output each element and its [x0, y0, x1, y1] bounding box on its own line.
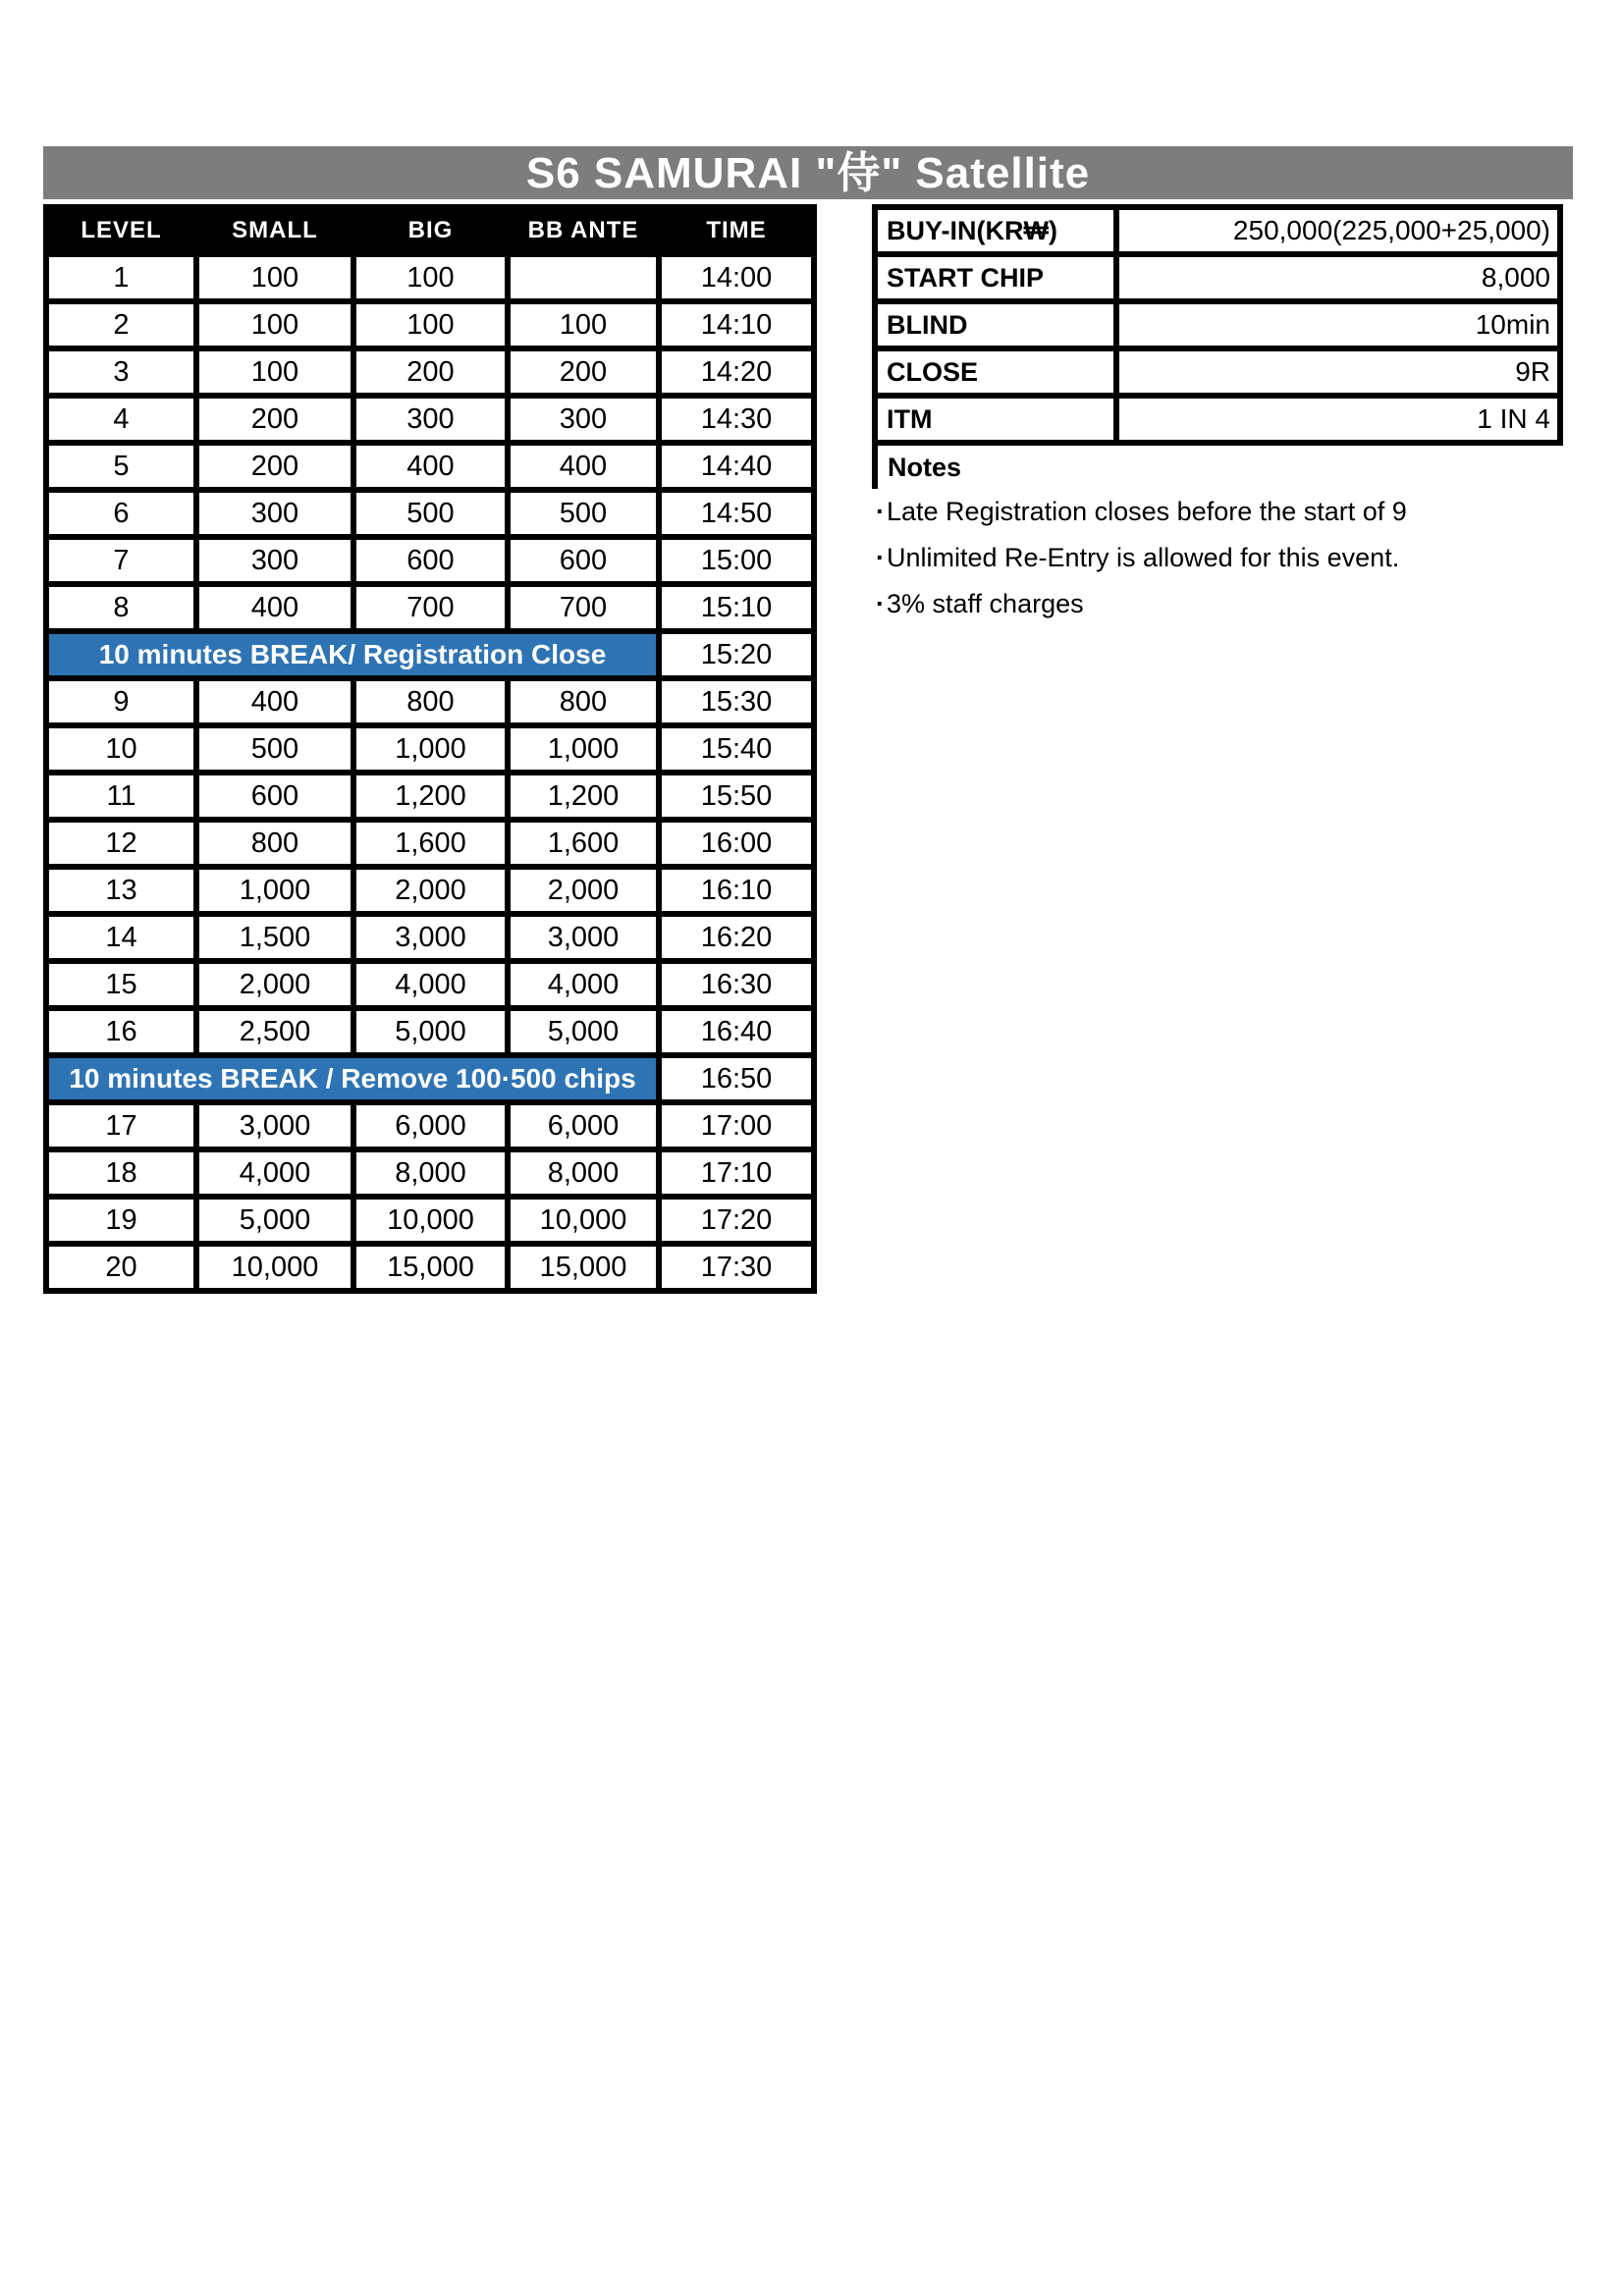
info-row [875, 254, 1560, 301]
bb-ante-cell: 600 [508, 537, 659, 584]
small-cell: 400 [196, 584, 353, 631]
info-panel [872, 204, 1563, 446]
small-cell: 2,000 [196, 961, 353, 1008]
note-text: Unlimited Re-Entry is allowed for this event. [887, 543, 1400, 572]
bb-ante-cell: 6,000 [508, 1102, 659, 1149]
table-row [46, 867, 814, 914]
small-cell: 200 [196, 443, 353, 490]
notes-section [872, 446, 1559, 627]
level-cell: 6 [46, 490, 196, 537]
time-cell: 17:00 [659, 1102, 814, 1149]
big-cell: 5,000 [353, 1008, 508, 1055]
big-cell: 1,200 [353, 773, 508, 820]
small-cell: 10,000 [196, 1244, 353, 1291]
bullet-icon: · [876, 543, 885, 572]
big-cell: 6,000 [353, 1102, 508, 1149]
bb-ante-cell [508, 254, 659, 301]
info-value-cell: 10min [1116, 301, 1560, 348]
table-row [46, 914, 814, 961]
time-cell: 16:40 [659, 1008, 814, 1055]
break-banner-cell: 10 minutes BREAK/ Registration Close [46, 631, 659, 678]
page-title: S6 SAMURAI "侍" Satellite [43, 146, 1573, 199]
bullet-icon: · [876, 497, 885, 526]
level-cell: 13 [46, 867, 196, 914]
time-cell: 16:20 [659, 914, 814, 961]
bb-ante-cell: 400 [508, 443, 659, 490]
time-cell: 17:10 [659, 1149, 814, 1197]
time-cell: 15:40 [659, 725, 814, 773]
table-row [46, 773, 814, 820]
time-cell: 14:50 [659, 490, 814, 537]
time-cell: 15:00 [659, 537, 814, 584]
column-header-time: TIME [659, 207, 814, 254]
small-cell: 300 [196, 490, 353, 537]
bb-ante-cell: 200 [508, 348, 659, 396]
big-cell: 1,000 [353, 725, 508, 773]
big-cell: 2,000 [353, 867, 508, 914]
bb-ante-cell: 10,000 [508, 1197, 659, 1244]
small-cell: 5,000 [196, 1197, 353, 1244]
small-cell: 100 [196, 301, 353, 348]
notes-list [872, 489, 1559, 627]
bb-ante-cell: 4,000 [508, 961, 659, 1008]
table-row [46, 1008, 814, 1055]
blind-header-row [46, 207, 814, 254]
level-cell: 2 [46, 301, 196, 348]
level-cell: 17 [46, 1102, 196, 1149]
break-row [46, 1055, 814, 1102]
note-item [872, 581, 1559, 627]
break-banner-cell: 10 minutes BREAK / Remove 100·500 chips [46, 1055, 659, 1102]
bb-ante-cell: 1,600 [508, 820, 659, 867]
level-cell: 8 [46, 584, 196, 631]
level-cell: 12 [46, 820, 196, 867]
bullet-icon: · [876, 589, 885, 618]
big-cell: 8,000 [353, 1149, 508, 1197]
time-cell: 16:30 [659, 961, 814, 1008]
note-text: Late Registration closes before the start of 9 [887, 497, 1407, 526]
bb-ante-cell: 1,000 [508, 725, 659, 773]
table-row [46, 443, 814, 490]
big-cell: 200 [353, 348, 508, 396]
big-cell: 15,000 [353, 1244, 508, 1291]
small-cell: 800 [196, 820, 353, 867]
info-value-cell: 250,000(225,000+25,000) [1116, 207, 1560, 254]
blind-structure-body [46, 207, 814, 1291]
time-cell: 16:00 [659, 820, 814, 867]
time-cell: 16:10 [659, 867, 814, 914]
level-cell: 10 [46, 725, 196, 773]
column-header-bb-ante: BB ANTE [508, 207, 659, 254]
table-row [46, 348, 814, 396]
big-cell: 1,600 [353, 820, 508, 867]
time-cell: 17:30 [659, 1244, 814, 1291]
info-value-cell: 8,000 [1116, 254, 1560, 301]
big-cell: 100 [353, 301, 508, 348]
big-cell: 300 [353, 396, 508, 443]
level-cell: 15 [46, 961, 196, 1008]
info-value-cell: 9R [1116, 348, 1560, 396]
table-row [46, 961, 814, 1008]
info-row [875, 396, 1560, 443]
info-value-cell: 1 IN 4 [1116, 396, 1560, 443]
bb-ante-cell: 800 [508, 678, 659, 725]
break-time-cell: 15:20 [659, 631, 814, 678]
column-header-big: BIG [353, 207, 508, 254]
small-cell: 2,500 [196, 1008, 353, 1055]
info-label-cell: ITM [875, 396, 1116, 443]
bb-ante-cell: 2,000 [508, 867, 659, 914]
info-panel-body [875, 207, 1560, 443]
big-cell: 600 [353, 537, 508, 584]
level-cell: 4 [46, 396, 196, 443]
big-cell: 10,000 [353, 1197, 508, 1244]
table-row [46, 537, 814, 584]
small-cell: 200 [196, 396, 353, 443]
level-cell: 7 [46, 537, 196, 584]
level-cell: 20 [46, 1244, 196, 1291]
bb-ante-cell: 3,000 [508, 914, 659, 961]
time-cell: 15:30 [659, 678, 814, 725]
info-label-cell: BLIND [875, 301, 1116, 348]
info-row [875, 207, 1560, 254]
level-cell: 11 [46, 773, 196, 820]
level-cell: 16 [46, 1008, 196, 1055]
small-cell: 100 [196, 254, 353, 301]
big-cell: 700 [353, 584, 508, 631]
note-text: 3% staff charges [887, 589, 1084, 618]
table-row [46, 725, 814, 773]
time-cell: 14:00 [659, 254, 814, 301]
level-cell: 3 [46, 348, 196, 396]
level-cell: 14 [46, 914, 196, 961]
level-cell: 18 [46, 1149, 196, 1197]
info-label-cell: START CHIP [875, 254, 1116, 301]
time-cell: 14:10 [659, 301, 814, 348]
level-cell: 1 [46, 254, 196, 301]
table-row [46, 584, 814, 631]
small-cell: 1,500 [196, 914, 353, 961]
time-cell: 15:50 [659, 773, 814, 820]
info-row [875, 348, 1560, 396]
small-cell: 500 [196, 725, 353, 773]
small-cell: 600 [196, 773, 353, 820]
table-row [46, 1244, 814, 1291]
info-row [875, 301, 1560, 348]
small-cell: 4,000 [196, 1149, 353, 1197]
level-cell: 9 [46, 678, 196, 725]
info-label-cell: CLOSE [875, 348, 1116, 396]
table-row [46, 1197, 814, 1244]
column-header-level: LEVEL [46, 207, 196, 254]
bb-ante-cell: 5,000 [508, 1008, 659, 1055]
table-row [46, 254, 814, 301]
small-cell: 400 [196, 678, 353, 725]
time-cell: 14:20 [659, 348, 814, 396]
bb-ante-cell: 300 [508, 396, 659, 443]
level-cell: 19 [46, 1197, 196, 1244]
big-cell: 500 [353, 490, 508, 537]
bb-ante-cell: 100 [508, 301, 659, 348]
break-row [46, 631, 814, 678]
big-cell: 100 [353, 254, 508, 301]
big-cell: 800 [353, 678, 508, 725]
table-row [46, 678, 814, 725]
bb-ante-cell: 500 [508, 490, 659, 537]
bb-ante-cell: 8,000 [508, 1149, 659, 1197]
time-cell: 17:20 [659, 1197, 814, 1244]
small-cell: 300 [196, 537, 353, 584]
big-cell: 3,000 [353, 914, 508, 961]
note-item [872, 535, 1559, 581]
blind-structure-table [43, 204, 817, 1294]
level-cell: 5 [46, 443, 196, 490]
small-cell: 3,000 [196, 1102, 353, 1149]
table-row [46, 301, 814, 348]
break-time-cell: 16:50 [659, 1055, 814, 1102]
bb-ante-cell: 700 [508, 584, 659, 631]
time-cell: 14:30 [659, 396, 814, 443]
time-cell: 14:40 [659, 443, 814, 490]
note-item [872, 489, 1559, 535]
big-cell: 4,000 [353, 961, 508, 1008]
notes-header: Notes [872, 446, 1559, 489]
bb-ante-cell: 15,000 [508, 1244, 659, 1291]
big-cell: 400 [353, 443, 508, 490]
small-cell: 100 [196, 348, 353, 396]
info-label-cell: BUY-IN(KR₩) [875, 207, 1116, 254]
table-row [46, 396, 814, 443]
table-row [46, 820, 814, 867]
time-cell: 15:10 [659, 584, 814, 631]
column-header-small: SMALL [196, 207, 353, 254]
small-cell: 1,000 [196, 867, 353, 914]
table-row [46, 1149, 814, 1197]
table-row [46, 1102, 814, 1149]
table-row [46, 490, 814, 537]
bb-ante-cell: 1,200 [508, 773, 659, 820]
